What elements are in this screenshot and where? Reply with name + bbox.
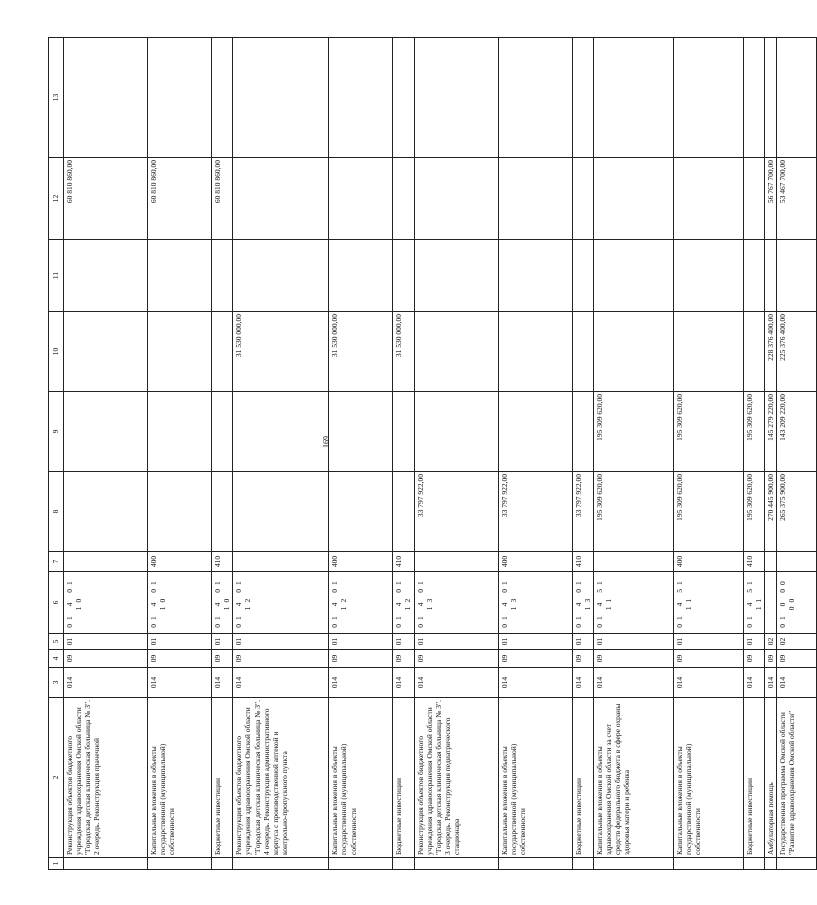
table-row [233, 38, 329, 870]
cell-c12 [673, 158, 743, 240]
cell-c3: 014 [212, 668, 233, 698]
cell-c9 [148, 392, 212, 472]
cell-c3: 014 [593, 668, 673, 698]
table-row [777, 38, 817, 870]
cell-c11 [148, 240, 212, 312]
row-name-cell: Государственная программа Омской области "Развитие здравоохранения Омской области" [777, 698, 817, 858]
cell-c12: 60 810 860,00 [64, 158, 148, 240]
table-row [673, 38, 743, 870]
cell-c10 [212, 312, 233, 392]
cell-c12 [233, 158, 329, 240]
cell-c4: 09 [233, 650, 329, 668]
cell-c3: 014 [414, 668, 498, 698]
cell-c13 [393, 38, 414, 158]
cell-c13 [498, 38, 572, 158]
cell-c7 [414, 552, 498, 572]
cell-c9: 195 309 620,00 [593, 392, 673, 472]
row-name-cell: Амбулаторная помощь [765, 698, 777, 858]
cell-c3: 014 [233, 668, 329, 698]
row-name-cell: Бюджетные инвестиции [572, 698, 593, 858]
header-cell: 7 [49, 552, 64, 572]
cell-c9: 195 309 620,00 [743, 392, 764, 472]
row-name-cell: Бюджетные инвестиции [743, 698, 764, 858]
table-row [498, 38, 572, 870]
cell-c9 [414, 392, 498, 472]
cell-c11 [393, 240, 414, 312]
cell-c8: 33 797 922,00 [498, 472, 572, 552]
header-cell: 6 [49, 572, 64, 634]
cell-c8: 195 309 620,00 [743, 472, 764, 552]
cell-c7 [593, 552, 673, 572]
cell-c13 [777, 38, 817, 158]
cell-c6: 01 4 01 12 [233, 572, 329, 634]
table-row [64, 38, 148, 870]
row-empty-cell [498, 858, 572, 870]
cell-c10 [148, 312, 212, 392]
cell-c9 [329, 392, 393, 472]
cell-c11 [673, 240, 743, 312]
header-cell: 9 [49, 392, 64, 472]
cell-c13 [64, 38, 148, 158]
cell-c3: 014 [64, 668, 148, 698]
cell-c9 [64, 392, 148, 472]
cell-c6: 01 4 01 12 [329, 572, 393, 634]
row-empty-cell [393, 858, 414, 870]
cell-c13 [593, 38, 673, 158]
row-name-cell: Бюджетные инвестиции [212, 698, 233, 858]
table-row [212, 38, 233, 870]
row-name-cell: Капитальные вложения в объекты государственной (муниципальной) собственности [148, 698, 212, 858]
header-cell: 5 [49, 634, 64, 650]
cell-c10: 31 530 000,00 [329, 312, 393, 392]
row-empty-cell [64, 858, 148, 870]
cell-c8 [393, 472, 414, 552]
cell-c12 [498, 158, 572, 240]
cell-c13 [673, 38, 743, 158]
row-empty-cell [212, 858, 233, 870]
cell-c10: 228 376 400,00 [765, 312, 777, 392]
cell-c12: 60 810 860,00 [148, 158, 212, 240]
cell-c4: 09 [414, 650, 498, 668]
cell-c7: 410 [212, 552, 233, 572]
cell-c5: 01 [233, 634, 329, 650]
cell-c3: 014 [765, 668, 777, 698]
row-empty-cell [765, 858, 777, 870]
cell-c11 [777, 240, 817, 312]
row-name-cell: Капитальные вложения в объекты государственной (муниципальной) собственности [673, 698, 743, 858]
cell-c9: 145 279 220,00 [765, 392, 777, 472]
row-name-cell: Реконструкция объектов бюджетного учреждения здравоохранения Омской области "Городская детская клиническая больница № 3". 4 очередь. Реконструкция административного корпуса с производственной аптекой и контрольно-пропускного пункта [233, 698, 329, 858]
cell-c12 [593, 158, 673, 240]
cell-c11 [329, 240, 393, 312]
cell-c10 [673, 312, 743, 392]
cell-c11 [593, 240, 673, 312]
cell-c5: 01 [498, 634, 572, 650]
cell-c7: 400 [329, 552, 393, 572]
cell-c11 [233, 240, 329, 312]
cell-c4: 09 [777, 650, 817, 668]
cell-c6: 01 4 51 11 [673, 572, 743, 634]
cell-c9: 143 209 220,00 [777, 392, 817, 472]
cell-c4: 09 [673, 650, 743, 668]
cell-c5: 01 [64, 634, 148, 650]
cell-c9 [393, 392, 414, 472]
cell-c8 [329, 472, 393, 552]
cell-c3: 014 [673, 668, 743, 698]
cell-c7 [64, 552, 148, 572]
cell-c11 [498, 240, 572, 312]
cell-c7: 400 [148, 552, 212, 572]
cell-c4: 09 [572, 650, 593, 668]
table-row [148, 38, 212, 870]
cell-c6: 01 4 51 11 [593, 572, 673, 634]
cell-c4: 09 [593, 650, 673, 668]
page-number: 169 [321, 436, 331, 448]
cell-c8: 33 797 922,00 [572, 472, 593, 552]
cell-c6 [765, 572, 777, 634]
cell-c11 [765, 240, 777, 312]
cell-c5: 01 [572, 634, 593, 650]
row-empty-cell [233, 858, 329, 870]
header-cell: 4 [49, 650, 64, 668]
header-cell: 3 [49, 668, 64, 698]
cell-c12: 53 467 700,00 [777, 158, 817, 240]
cell-c7 [765, 552, 777, 572]
cell-c8: 195 309 620,00 [673, 472, 743, 552]
cell-c13 [765, 38, 777, 158]
cell-c6: 01 4 01 13 [498, 572, 572, 634]
row-empty-cell [148, 858, 212, 870]
cell-c8 [64, 472, 148, 552]
cell-c4: 09 [329, 650, 393, 668]
row-empty-cell [593, 858, 673, 870]
cell-c4: 09 [64, 650, 148, 668]
cell-c10 [414, 312, 498, 392]
cell-c12 [743, 158, 764, 240]
cell-c3: 014 [572, 668, 593, 698]
row-name-cell: Капитальные вложения в объекты государственной (муниципальной) собственности [329, 698, 393, 858]
row-name-cell: Капитальные вложения в объекты государственной (муниципальной) собственности [498, 698, 572, 858]
cell-c12 [329, 158, 393, 240]
cell-c6: 01 4 51 11 [743, 572, 764, 634]
cell-c3: 014 [329, 668, 393, 698]
cell-c3: 014 [393, 668, 414, 698]
cell-c8: 33 797 922,00 [414, 472, 498, 552]
cell-c7: 400 [498, 552, 572, 572]
cell-c4: 09 [765, 650, 777, 668]
cell-c5: 02 [777, 634, 817, 650]
cell-c5: 02 [765, 634, 777, 650]
row-name-cell: Реконструкция объектов бюджетного учреждения здравоохранения Омской области "Городская детская клиническая больница № 3". 3 очередь. Реконструкция педиатрического стационара [414, 698, 498, 858]
cell-c11 [212, 240, 233, 312]
cell-c5: 01 [393, 634, 414, 650]
cell-c7 [777, 552, 817, 572]
cell-c6: 01 4 01 10 [64, 572, 148, 634]
cell-c13 [233, 38, 329, 158]
cell-c6: 01 4 01 10 [148, 572, 212, 634]
cell-c12 [414, 158, 498, 240]
row-empty-cell [329, 858, 393, 870]
cell-c6: 01 4 01 13 [414, 572, 498, 634]
cell-c11 [572, 240, 593, 312]
cell-c8 [233, 472, 329, 552]
cell-c3: 014 [777, 668, 817, 698]
table-row [414, 38, 498, 870]
cell-c6: 01 0 00 00 [777, 572, 817, 634]
table-row [593, 38, 673, 870]
cell-c4: 09 [148, 650, 212, 668]
header-cell: 11 [49, 240, 64, 312]
cell-c8: 270 445 900,00 [765, 472, 777, 552]
cell-c8: 265 375 900,00 [777, 472, 817, 552]
cell-c7 [233, 552, 329, 572]
cell-c7: 410 [572, 552, 593, 572]
table-row [743, 38, 764, 870]
budget-table [48, 37, 817, 870]
cell-c10 [572, 312, 593, 392]
cell-c9 [212, 392, 233, 472]
cell-c12 [393, 158, 414, 240]
table-row [329, 38, 393, 870]
row-empty-cell [414, 858, 498, 870]
cell-c13 [329, 38, 393, 158]
cell-c8 [212, 472, 233, 552]
cell-c5: 01 [743, 634, 764, 650]
cell-c4: 09 [498, 650, 572, 668]
cell-c4: 09 [212, 650, 233, 668]
cell-c5: 01 [329, 634, 393, 650]
cell-c12: 60 810 860,00 [212, 158, 233, 240]
cell-c6: 01 4 01 12 [393, 572, 414, 634]
row-empty-cell [572, 858, 593, 870]
cell-c13 [414, 38, 498, 158]
cell-c10: 225 376 400,00 [777, 312, 817, 392]
table-row [572, 38, 593, 870]
cell-c10: 31 530 000,00 [393, 312, 414, 392]
row-name-cell: Реконструкция объектов бюджетного учреждения здравоохранения Омской области "Городская детская клиническая больница № 3". 2 очередь. Реконструкция прачечной [64, 698, 148, 858]
header-row [49, 38, 64, 870]
cell-c13 [743, 38, 764, 158]
header-cell: 8 [49, 472, 64, 552]
header-cell: 12 [49, 158, 64, 240]
table-row [393, 38, 414, 870]
cell-c4: 09 [743, 650, 764, 668]
row-name-cell: Бюджетные инвестиции [393, 698, 414, 858]
cell-c7: 400 [673, 552, 743, 572]
header-cell: 13 [49, 38, 64, 158]
row-empty-cell [743, 858, 764, 870]
header-cell: 2 [49, 698, 64, 858]
cell-c6: 01 4 01 13 [572, 572, 593, 634]
table-row [765, 38, 777, 870]
cell-c10 [498, 312, 572, 392]
cell-c3: 014 [743, 668, 764, 698]
cell-c3: 014 [498, 668, 572, 698]
cell-c10 [743, 312, 764, 392]
cell-c8 [148, 472, 212, 552]
cell-c12 [572, 158, 593, 240]
cell-c7: 410 [393, 552, 414, 572]
cell-c10 [593, 312, 673, 392]
cell-c3: 014 [148, 668, 212, 698]
cell-c8: 195 309 620,00 [593, 472, 673, 552]
cell-c9 [572, 392, 593, 472]
cell-c5: 01 [414, 634, 498, 650]
cell-c5: 01 [673, 634, 743, 650]
cell-c5: 01 [148, 634, 212, 650]
cell-c9: 195 309 620,00 [673, 392, 743, 472]
table-body [49, 38, 817, 870]
budget-table-rotated [48, 38, 797, 870]
header-cell: 10 [49, 312, 64, 392]
cell-c6: 01 4 01 10 [212, 572, 233, 634]
cell-c12: 56 767 700,00 [765, 158, 777, 240]
row-empty-cell [673, 858, 743, 870]
cell-c13 [148, 38, 212, 158]
cell-c5: 01 [212, 634, 233, 650]
cell-c11 [414, 240, 498, 312]
cell-c7: 410 [743, 552, 764, 572]
cell-c4: 09 [393, 650, 414, 668]
cell-c5: 01 [593, 634, 673, 650]
row-empty-cell [777, 858, 817, 870]
cell-c10 [64, 312, 148, 392]
cell-c11 [743, 240, 764, 312]
header-cell: 1 [49, 858, 64, 870]
cell-c9 [233, 392, 329, 472]
row-name-cell: Капитальные вложения в объекты здравоохранения Омской области за счет средств федерального бюджета в сфере охраны здоровья матери и ребенка [593, 698, 673, 858]
cell-c13 [572, 38, 593, 158]
cell-c10: 31 530 000,00 [233, 312, 329, 392]
cell-c13 [212, 38, 233, 158]
cell-c9 [498, 392, 572, 472]
cell-c11 [64, 240, 148, 312]
